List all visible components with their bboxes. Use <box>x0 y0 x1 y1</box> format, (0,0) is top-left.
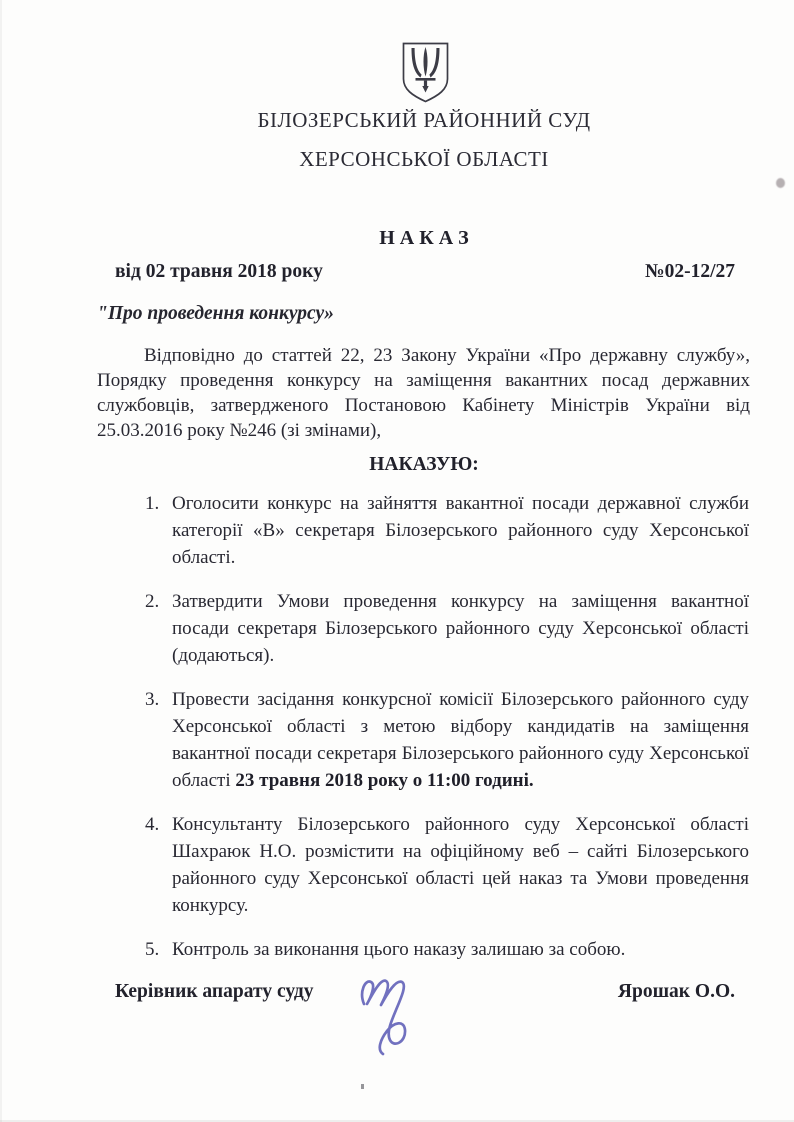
signer-name: Ярошак О.О. <box>617 981 735 1002</box>
item-number: 2. <box>145 591 160 612</box>
order-item-4 <box>145 811 749 919</box>
item-number: 1. <box>145 493 160 514</box>
court-name-line1: БІЛОЗЕРСЬКИЙ РАЙОННИЙ СУД <box>257 108 591 132</box>
order-items-list <box>145 490 749 980</box>
handwritten-signature-icon <box>356 970 434 1058</box>
item-text: Контроль за виконання цього наказу залишаю за собою. <box>172 939 626 960</box>
scan-edge-left <box>0 0 2 1122</box>
ukraine-trident-emblem-icon <box>402 42 449 103</box>
decree-word: НАКАЗУЮ: <box>369 454 479 475</box>
item-text: Консультанту Білозерського районного суду Херсонської області Шахраюк Н.О. розмістити на офіційному веб – сайті Білозерського районного суду Херсонської області цей наказ та Умови проведення конкурсу. <box>172 814 749 916</box>
item-number: 4. <box>145 814 160 835</box>
order-preamble: Відповідно до статтей 22, 23 Закону України «Про державну службу», Порядку проведення конкурсу на заміщення вакантних посад державних службовців, затвердженого Постановою Кабінету Міністрів України від 25.03.2016 року №246 (зі змінами), <box>97 345 750 441</box>
order-title: Н А К А З <box>379 227 469 249</box>
order-item-2 <box>145 588 749 669</box>
item-text: Оголосити конкурс на зайняття вакантної посади державної служби категорії «В» секретаря Білозерського районного суду Херсонської області. <box>172 493 749 568</box>
order-subject: "Про проведення конкурсу» <box>97 303 334 324</box>
scan-dot-artifact <box>776 178 785 188</box>
scan-speck-artifact <box>361 1084 364 1089</box>
item-text: Провести засідання конкурсної комісії Білозерського районного суду Херсонської області з метою відбору кандидатів на заміщення вакантної посади секретаря Білозерського районного суду Херсонської області <box>172 689 749 791</box>
order-item-3 <box>145 686 749 794</box>
item-text: Затвердити Умови проведення конкурсу на заміщення вакантної посади секретаря Білозерського районного суду Херсонської області (додаються). <box>172 591 749 666</box>
item-text-bold: 23 травня 2018 року о 11:00 годині. <box>235 770 534 791</box>
order-date-row <box>115 261 735 283</box>
signer-position-title: Керівник апарату суду <box>115 981 314 1002</box>
order-number: №02-12/27 <box>644 261 735 282</box>
order-item-5 <box>145 936 749 963</box>
court-name-line2: ХЕРСОНСЬКОЇ ОБЛАСТІ <box>299 147 549 171</box>
order-date: від 02 травня 2018 року <box>115 261 323 282</box>
order-item-1 <box>145 490 749 571</box>
item-number: 3. <box>145 689 160 710</box>
item-number: 5. <box>145 939 160 960</box>
